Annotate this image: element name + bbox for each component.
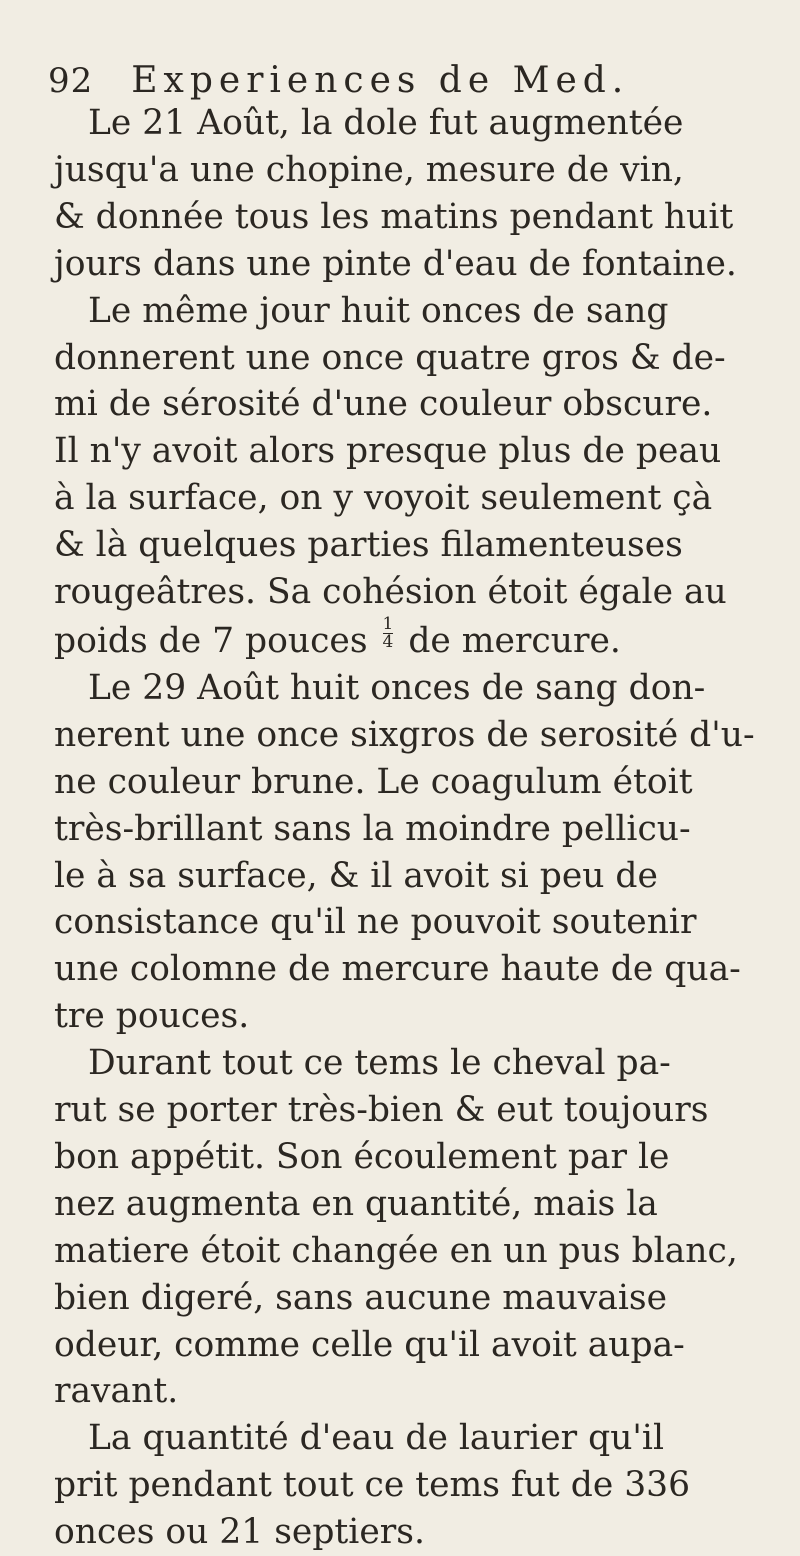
running-head (48, 58, 770, 106)
text-line: odeur, comme celle qu'il avoit aupa- (54, 1324, 685, 1365)
text-line: tre pouces. (54, 996, 250, 1037)
text-line: matiere étoit changée en un pus blanc, (54, 1230, 738, 1271)
text-line: rut se porter très-bien & eut toujours (54, 1090, 709, 1131)
text-line-with-fraction (48, 613, 770, 665)
text-line: Durant tout ce tems le cheval pa- (88, 1043, 671, 1084)
text-line: nez augmenta en quantité, mais la (54, 1183, 658, 1224)
fraction-denominator: 4 (382, 631, 394, 652)
text-line: jours dans une pinte d'eau de fontaine. (54, 243, 737, 284)
text-line: & donnée tous les matins pendant huit (54, 196, 734, 237)
text-line: onces ou 21 septiers. (54, 1512, 425, 1553)
text-line: bon appétit. Son écoulement par le (54, 1136, 670, 1177)
text-line: La quantité d'eau de laurier qu'il (88, 1418, 664, 1459)
running-title: Experiences de Med. (131, 60, 630, 101)
paragraph (48, 1040, 770, 1415)
text-line: donnerent une once quatre gros & de- (54, 337, 726, 378)
text-line: jusqu'a une chopine, mesure de vin, (54, 149, 684, 190)
text-line: Le 29 Août huit onces de sang don- (88, 667, 706, 708)
text-line: consistance qu'il ne pouvoit soutenir (54, 902, 697, 943)
text-line: & là quelques parties filamenteuses (54, 525, 683, 566)
text-line: ne couleur brune. Le coagulum étoit (54, 761, 693, 802)
text-line: Le 21 Août, la dole fut augmentée (88, 103, 684, 143)
page-number: 92 (48, 61, 94, 101)
text-line: nerent une once sixgros de serosité d'u- (54, 714, 755, 755)
text-line: une colomne de mercure haute de qua- (54, 949, 741, 990)
text-line: Il n'y avoit alors presque plus de peau (54, 431, 722, 472)
paragraph (48, 665, 770, 1040)
fraction-numerator: 1 (382, 613, 394, 634)
paragraph (48, 288, 770, 665)
text-line: Le même jour huit onces de sang (88, 290, 669, 331)
text-line: mi de sérosité d'une couleur obscure. (54, 384, 713, 425)
text-line: prit pendant tout ce tems fut de 336 (54, 1465, 691, 1506)
line-text-after: de mercure. (408, 620, 621, 661)
text-line: rougeâtres. Sa cohésion étoit égale au (54, 572, 727, 613)
line-text-before: poids de 7 pouces (54, 620, 368, 661)
text-line: le à sa surface, & il avoit si peu de (54, 855, 658, 896)
paragraph (48, 100, 770, 288)
body-text (48, 100, 770, 1556)
text-line: à la surface, on y voyoit seulement çà (54, 478, 713, 519)
text-line: très-brillant sans la moindre pellicu- (54, 808, 691, 849)
fraction (382, 613, 394, 652)
paragraph (48, 1415, 770, 1556)
text-line: ravant. (54, 1371, 179, 1412)
text-line: bien digeré, sans aucune mauvaise (54, 1277, 667, 1318)
